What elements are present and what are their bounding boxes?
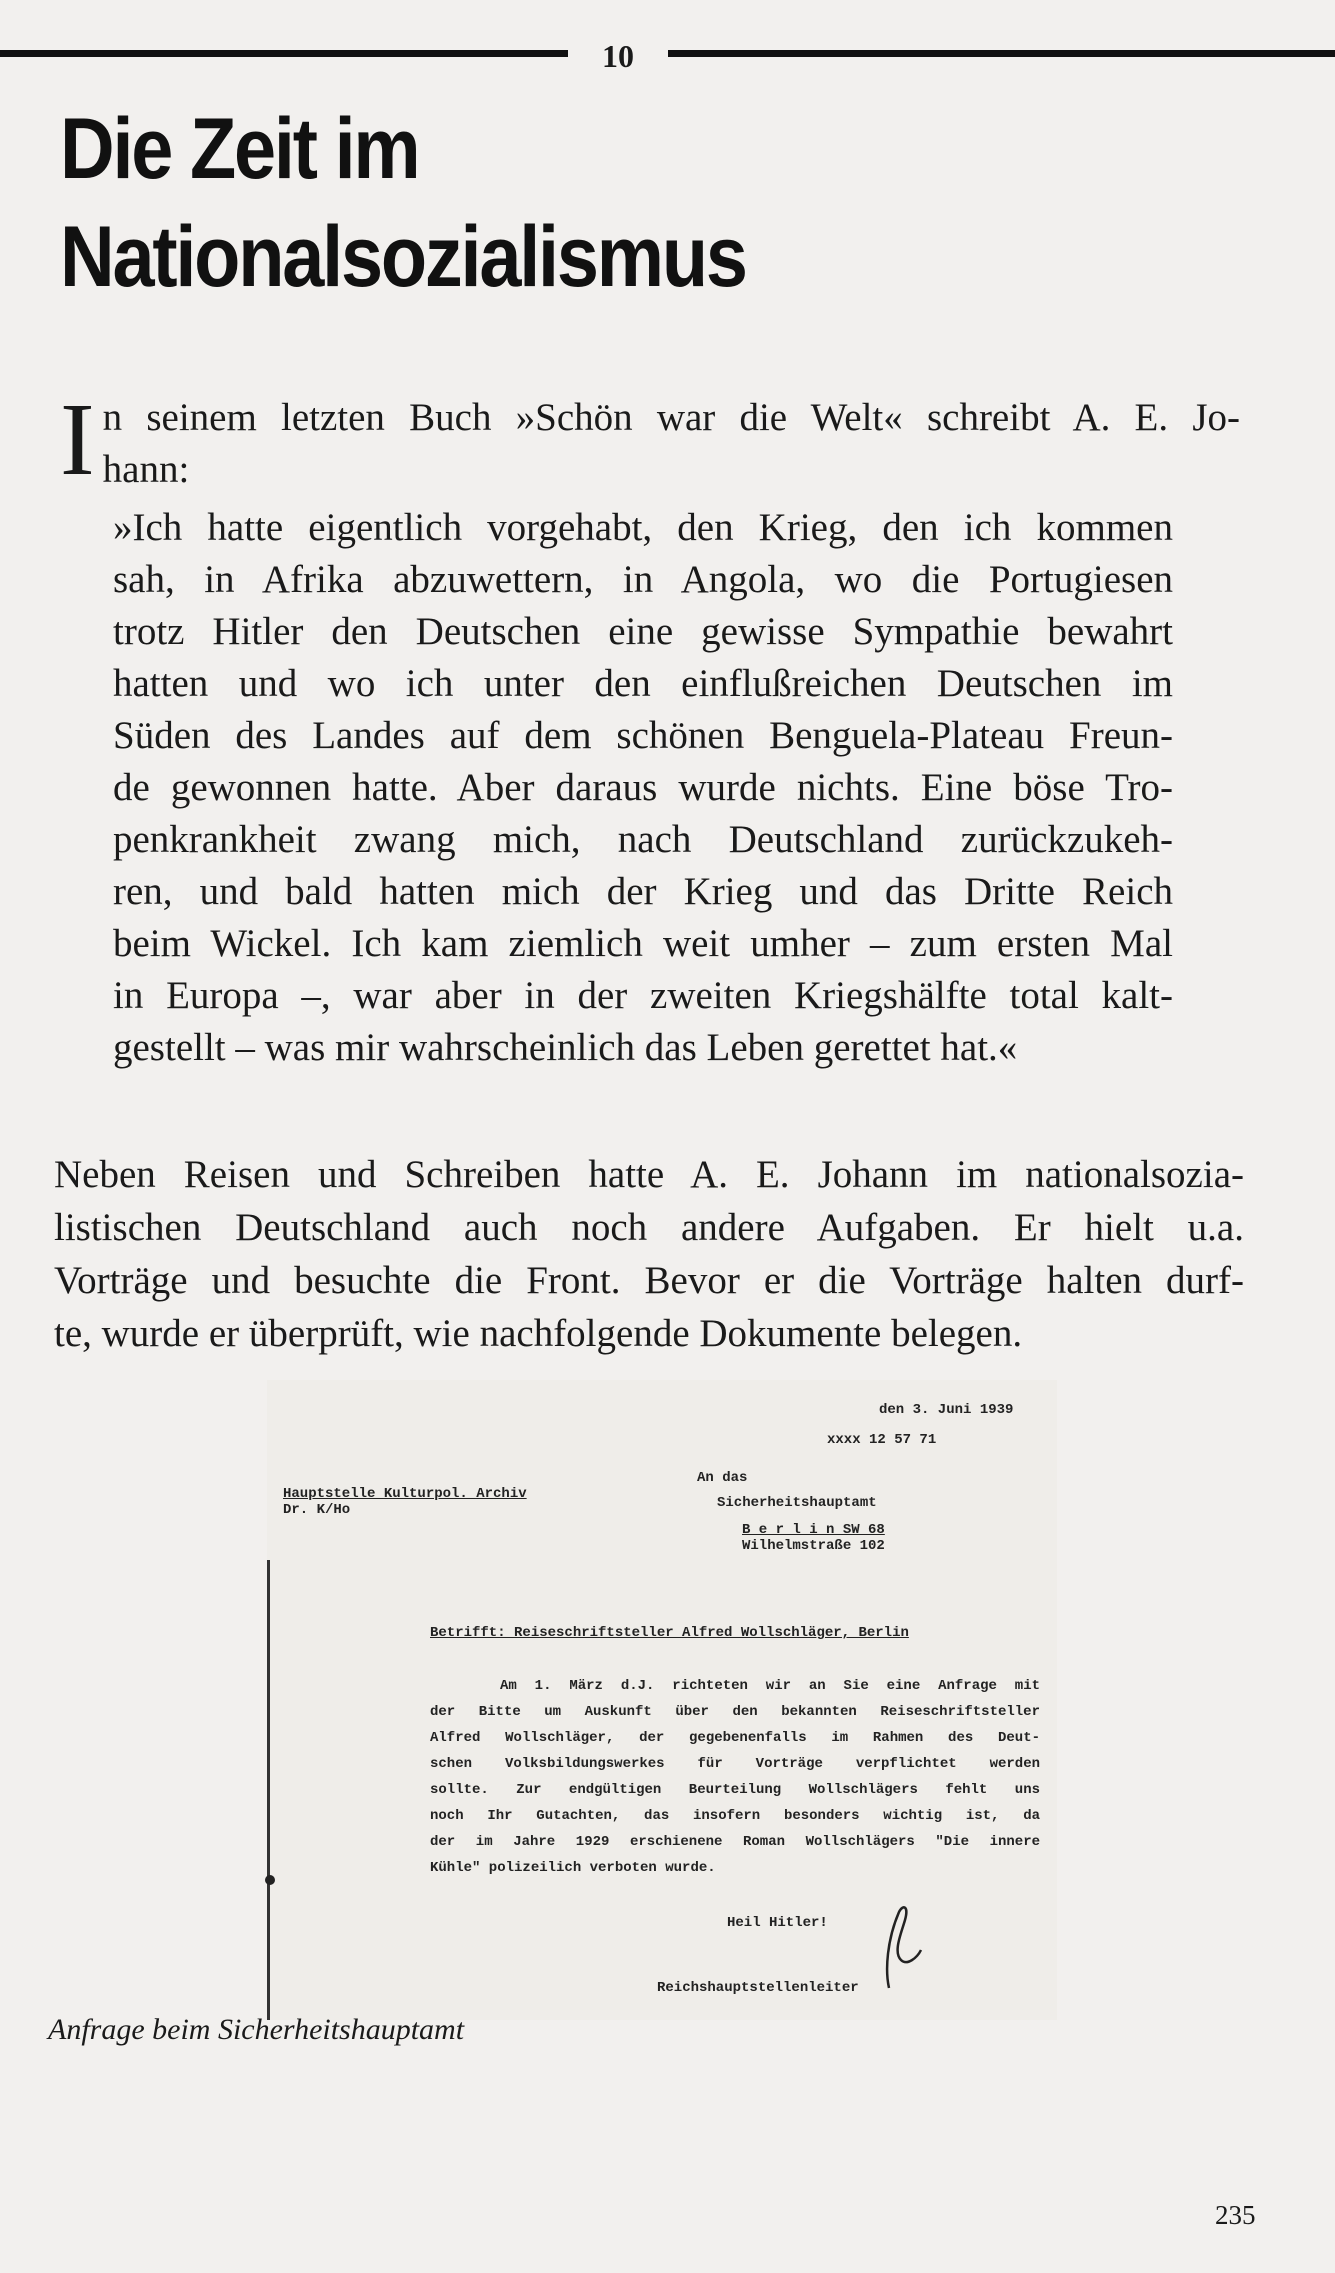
quote-line: Süden des Landes auf dem schönen Benguela-Plateau Freun-	[113, 714, 1173, 757]
quote-line: penkrankheit zwang mich, nach Deutschland zurückzukeh-	[113, 818, 1173, 861]
document-body-line: noch Ihr Gutachten, das insofern besonders wichtig ist, da	[430, 1808, 1040, 1824]
quote-line: ren, und bald hatten mich der Krieg und das Dritte Reich	[113, 870, 1173, 913]
paragraph-line: Neben Reisen und Schreiben hatte A. E. Johann im nationalsozia-	[54, 1153, 1244, 1196]
header-rule-left	[0, 50, 568, 57]
document-sender-line1: Hauptstelle Kulturpol. Archiv	[283, 1486, 527, 1502]
figure-caption: Anfrage beim Sicherheitshauptamt	[48, 2013, 465, 2046]
document-body-line: Am 1. März d.J. richteten wir an Sie eine Anfrage mit	[500, 1678, 1040, 1694]
page-number: 235	[1215, 2200, 1256, 2230]
document-sender-line2: Dr. K/Ho	[283, 1502, 351, 1518]
signature-icon	[867, 1900, 927, 1990]
quote-line: sah, in Afrika abzuwettern, in Angola, wo die Portugiesen	[113, 558, 1173, 601]
document-phone: xxxx 12 57 71	[827, 1432, 937, 1448]
intro-line: hann:	[102, 448, 190, 491]
quote-line: in Europa –, war aber in der zweiten Kriegshälfte total kalt-	[113, 974, 1173, 1017]
punch-hole	[265, 1875, 275, 1885]
paragraph-line: te, wurde er überprüft, wie nachfolgende Dokumente belegen.	[54, 1312, 1023, 1355]
document-greeting: Heil Hitler!	[727, 1915, 828, 1931]
block-quote	[113, 502, 1173, 1074]
document-subject: Betrifft: Reiseschriftsteller Alfred Wollschläger, Berlin	[430, 1625, 909, 1641]
chapter-title-line2: Nationalsozialismus	[60, 209, 746, 305]
document-edge	[267, 1560, 270, 2020]
document-recipient-line4: Wilhelmstraße 102	[742, 1538, 885, 1554]
chapter-title-line1: Die Zeit im	[60, 101, 419, 197]
header-rule-right	[668, 50, 1335, 57]
drop-cap: I	[60, 382, 95, 497]
intro-line: n seinem letzten Buch »Schön war die Welt« schreibt A. E. Jo-	[102, 396, 1240, 439]
document-recipient-line1: An das	[697, 1470, 748, 1486]
paragraph-line: Vorträge und besuchte die Front. Bevor er die Vorträge halten durf-	[54, 1259, 1244, 1302]
document-body-line: der Bitte um Auskunft über den bekannten Reiseschriftsteller	[430, 1704, 1040, 1720]
document-body-line: sollte. Zur endgültigen Beurteilung Wollschlägers fehlt uns	[430, 1782, 1040, 1798]
chapter-title	[60, 95, 1072, 311]
document-date: den 3. Juni 1939	[879, 1402, 1014, 1418]
quote-line: trotz Hitler den Deutschen eine gewisse Sympathie bewahrt	[113, 610, 1173, 653]
quote-line: hatten und wo ich unter den einflußreichen Deutschen im	[113, 662, 1173, 705]
document-body-line: Alfred Wollschläger, der gegebenenfalls im Rahmen des Deut-	[430, 1730, 1040, 1746]
body-paragraph	[54, 1148, 1244, 1360]
quote-line: gestellt – was mir wahrscheinlich das Leben gerettet hat.«	[113, 1026, 1018, 1069]
quote-line: beim Wickel. Ich kam ziemlich weit umher – zum ersten Mal	[113, 922, 1173, 965]
document-body-line: der im Jahre 1929 erschienene Roman Wollschlägers "Die innere	[430, 1834, 1040, 1850]
document-recipient-line2: Sicherheitshauptamt	[717, 1495, 877, 1511]
chapter-number: 10	[602, 38, 634, 74]
paragraph-line: listischen Deutschland auch noch andere Aufgaben. Er hielt u.a.	[54, 1206, 1244, 1249]
document-signature-title: Reichshauptstellenleiter	[657, 1980, 859, 1996]
document-body-line: schen Volksbildungswerkes für Vorträge verpflichtet werden	[430, 1756, 1040, 1772]
document-recipient-line3: B e r l i n SW 68	[742, 1522, 885, 1538]
intro-paragraph	[60, 382, 1240, 497]
document-body-line: Kühle" polizeilich verboten wurde.	[430, 1860, 716, 1876]
document-image	[267, 1380, 1057, 2020]
quote-line: »Ich hatte eigentlich vorgehabt, den Krieg, den ich kommen	[113, 506, 1173, 549]
quote-line: de gewonnen hatte. Aber daraus wurde nichts. Eine böse Tro-	[113, 766, 1173, 809]
